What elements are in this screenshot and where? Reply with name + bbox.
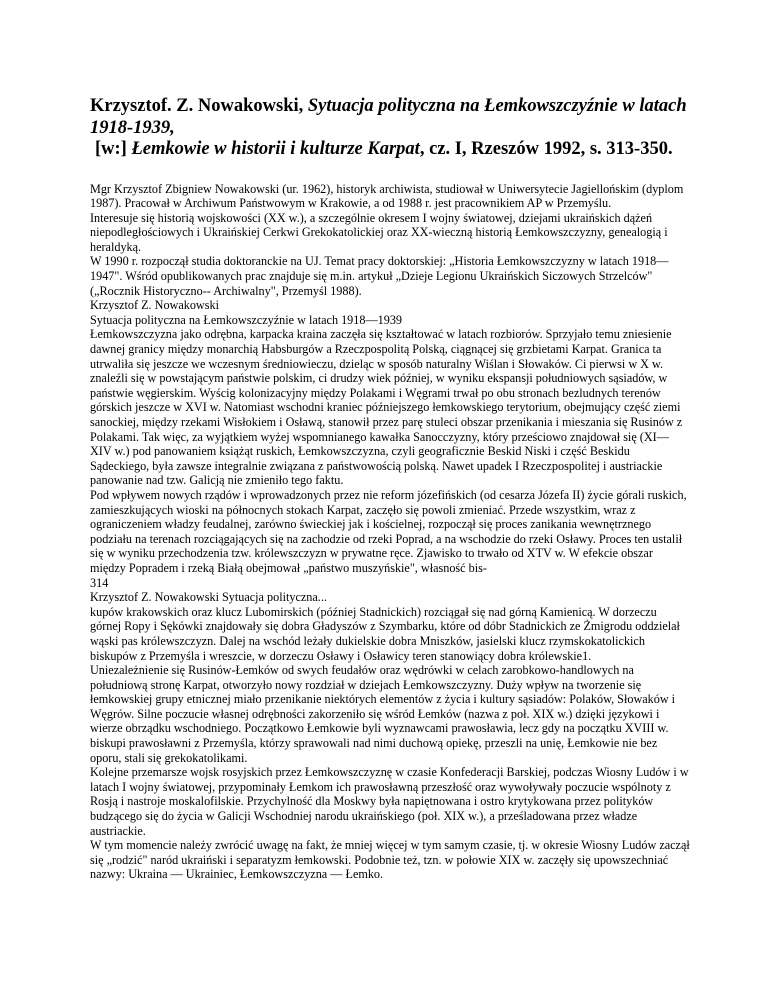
- author-name: Krzysztof. Z. Nowakowski,: [90, 96, 308, 116]
- book-title: Łemkowie w historii i kulturze Karpat: [131, 139, 420, 159]
- document-page: [90, 0, 690, 882]
- article-title: Sytuacja polityczna na Łemkowszczyźnie w latach 1918-1939,: [90, 96, 687, 138]
- running-header: Krzysztof Z. Nowakowski Sytuacja polityczna...: [90, 590, 327, 605]
- document-body: [90, 182, 690, 883]
- page-number: 314: [90, 575, 109, 590]
- paragraph: Pod wpływem nowych rządów i wprowadzonych przez nie reform józefińskich (od cesarza Józefa II) życie górali ruskich, zamieszkujących wioski na północnych stokach Karpat, zaczęło się powoli zmieniać. Przede wszystkim, wraz z ograniczeniem władzy feudalnej, zarówno świeckiej jak i kościelnej, rozpoczął się proces zanikania wewnętrznego podziału na terenach rozciągających się na zachodzie od rzeki Poprad, a na wschodzie do rzeki Osławy. Proces ten ustalił się w wyniku przechodzenia tzw. królewszczyzn w prywatne ręce. Zjawisko to trwało od XTV w. W efekcie obszar między Popradem i rzeką Białą obejmował „państwo muszyńskie", własność bis-: [90, 487, 687, 575]
- paragraph: W tym momencie należy zwrócić uwagę na fakt, że mniej więcej w tym samym czasie, tj. w okresie Wiosny Ludów zaczął się „rodzić" naród ukraiński i separatyzm łemkowski. Podobnie też, tzn. w połowie XIX w. zaczęły się upowszechniać nazwy: Ukraina — Ukrainiec, Łemkowszczyzna — Łemko.: [90, 838, 690, 882]
- paragraph: Sytuacja polityczna na Łemkowszczyźnie w latach 1918—1939: [90, 312, 403, 327]
- paragraph: Interesuje się historią wojskowości (XX w.), a szczególnie okresem I wojny światowej, dziejami ukraińskich dążeń niepodległościowych i Ukraińskiej Cerkwi Grekokatolickiej oraz XX-wieczną historią Łemkowszczyzny, genealogią i heraldyką.: [90, 210, 668, 254]
- paragraph: Mgr Krzysztof Zbigniew Nowakowski (ur. 1962), historyk archiwista, studiował w Uniwersytecie Jagiellońskim (dyplom 1987). Pracował w Archiwum Państwowym w Krakowie, a od 1988 r. jest pracownikiem AP w Przemyślu.: [90, 181, 684, 211]
- paragraph: kupów krakowskich oraz klucz Lubomirskich (później Stadnickich) rozciągał się nad górną Kamienicą. W dorzeczu górnej Ropy i Sękówki znajdowały się dobra Gładyszów z Szymbarku, które od dóbr Stadnickich ze Żmigrodu oddzielał wąski pas królewszczyzn. Dalej na wschód leżały dukielskie dobra Mniszków, jasielski klucz rzymskokatolickich biskupów z Przemyśla i wreszcie, w dorzeczu Osławy i Osławicy teren stanowiący dobra królewskie1.: [90, 604, 680, 663]
- source-line: [90, 139, 690, 161]
- paragraph: Uniezależnienie się Rusinów-Łemków od swych feudałów oraz wędrówki w celach zarobkowo-handlowych na południową stronę Karpat, otworzyło nowy rozdział w dziejach Łemkowszczyzny. Duży wpływ na tworzenie się łemkowskiej grupy etnicznej miało przenikanie niektórych elementów z życia i kultury sąsiadów: Polaków, Słowaków i Węgrów. Silne poczucie własnej odrębności zakorzeniło się wśród Łemków (nazwa z poł. XIX w.) dzięki językowi i wierze obrządku wschodniego. Początkowo Łemkowie byli wyznawcami prawosławia, lecz gdy na początku XVIII w. biskupi prawosławni z Przemyśla, którzy sprawowali nad nimi duchową opiekę, przeszli na unię, Łemkowie nie bez oporu, stali się grekokatolikami.: [90, 663, 676, 765]
- document-heading: [90, 0, 690, 161]
- paragraph: Krzysztof Z. Nowakowski: [90, 298, 219, 313]
- paragraph: W 1990 r. rozpoczął studia doktoranckie na UJ. Temat pracy doktorskiej: „Historia Łemkowszczyzny w latach 1918—1947". Wśród opublikowanych prac znajduje się m.in. artykuł „Dzieje Legionu Ukraińskich Siczowych Strzelców" („Rocznik Historyczno-- Archiwalny", Przemyśl 1988).: [90, 254, 669, 298]
- paragraph: Łemkowszczyzna jako odrębna, karpacka kraina zaczęła się kształtować w latach rozbiorów. Sprzyjało temu zniesienie dawnej granicy między monarchią Habsburgów a Rzeczpospolitą Polską, ciągnącej się grzbietami Karpat. Granica ta utrwaliła się jeszcze we wczesnym średniowieczu, dzieląc w sposób naturalny Wiślan i Słowaków. Ci pierwsi w X w. znaleźli się w powstającym państwie polskim, ci drudzy wiek później, w wyniku ekspansji południowych sąsiadów, w państwie węgierskim. Wyścig kolonizacyjny między Polakami i Węgrami trwał po obu stronach bezludnych terenów górskich jeszcze w XVI w. Natomiast wschodni kraniec późniejszego łemkowskiego terytorium, obejmujący część ziemi sanockiej, między rzekami Wisłokiem i Osławą, stanowił przez parę stuleci obszar przenikania i mieszania się Rusinów z Polakami. Tak więc, za wyjątkiem wyżej wspomnianego kawałka Sanocczyzny, który prześciowo znajdował się (XI—XIV w.) pod panowaniem książąt ruskich, Łemkowszczyzna, czyli geograficznie Beskid Niski i część Beskidu Sądeckiego, była zawsze integralnie związana z państwowością polską. Nawet upadek I Rzeczpospolitej i austriackie panowanie nad tzw. Galicją nie zmieniło tego faktu.: [90, 327, 683, 488]
- in-prefix: [w:]: [95, 139, 132, 159]
- book-details: , cz. I, Rzeszów 1992, s. 313-350.: [419, 139, 673, 159]
- paragraph: Kolejne przemarsze wojsk rosyjskich przez Łemkowszczyznę w czasie Konfederacji Barskiej, podczas Wiosny Ludów i w latach I wojny światowej, przypominały Łemkom ich prawosławną przeszłość oraz wywoływały poczucie wspólnoty z Rosją i nastroje moskalofilskie. Przychylność dla Moskwy była napiętnowana i ostro krytykowana przez polityków budzącego się do życia w Galicji Wschodniej narodu ukraińskiego (poł. XIX w.), a prześladowana przez władze austriackie.: [90, 765, 689, 838]
